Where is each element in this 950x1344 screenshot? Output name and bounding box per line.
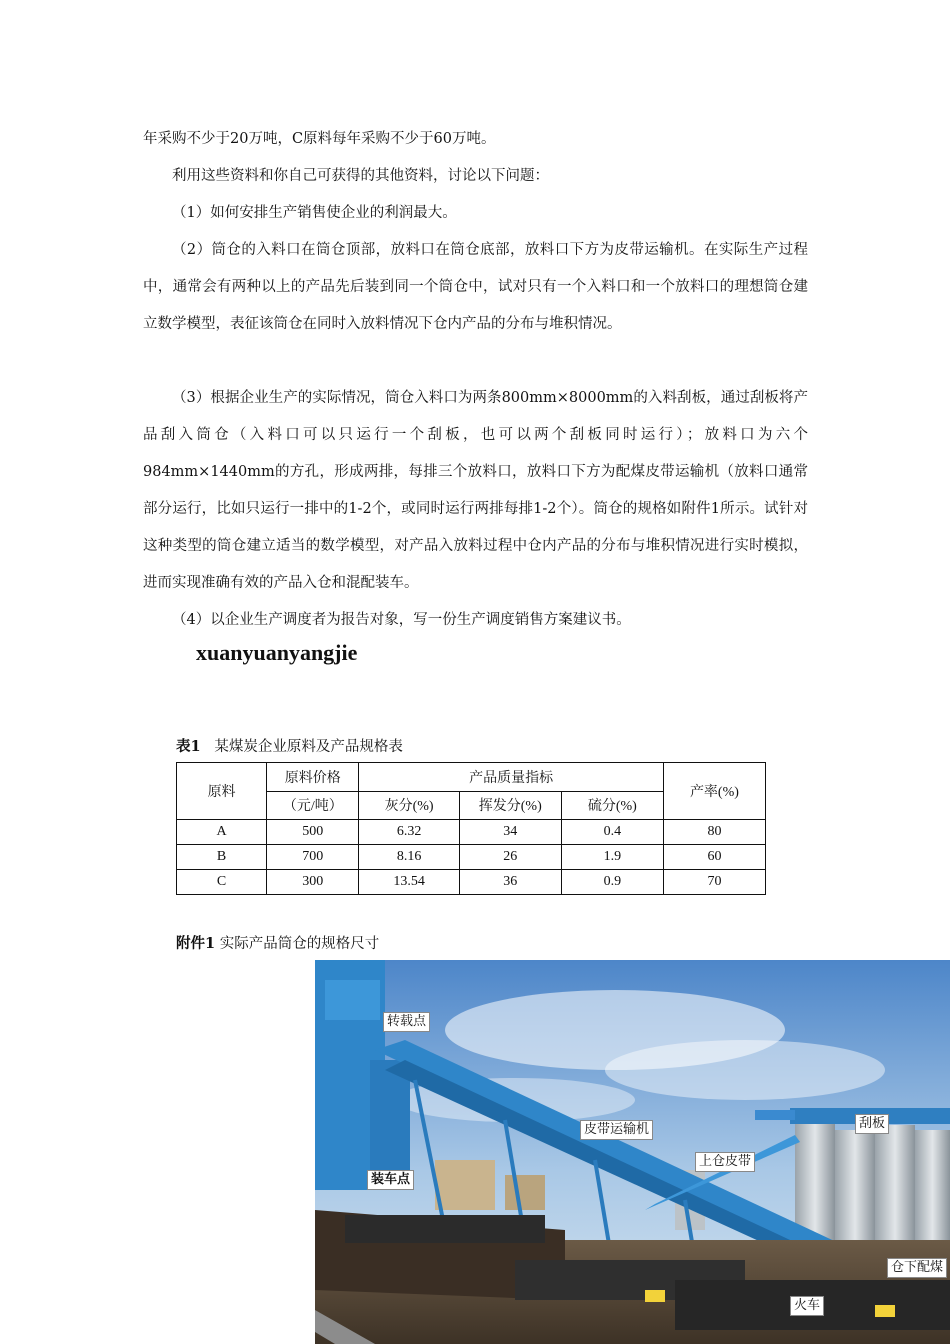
table-cell: 0.9 (561, 870, 663, 895)
table-row (177, 845, 766, 870)
label-upper-belt: 上仓皮带 (695, 1152, 755, 1172)
header-yield: 产率(%) (663, 763, 765, 820)
question-4: （4）以企业生产调度者为报告对象，写一份生产调度销售方案建议书。 (172, 612, 631, 628)
spec-table (176, 762, 766, 895)
appendix-caption (176, 932, 379, 953)
label-transfer-point: 转载点 (383, 1012, 430, 1032)
table-caption (176, 735, 403, 756)
header-price: 原料价格 (267, 763, 359, 792)
table-cell: 8.16 (359, 845, 459, 870)
label-belt-conveyor: 皮带运输机 (580, 1120, 653, 1140)
question-1: （1）如何安排生产销售使企业的利润最大。 (172, 205, 457, 221)
header-volatile: 挥发分(%) (459, 791, 561, 820)
question-2: （2）筒仓的入料口在筒仓顶部，放料口在筒仓底部，放料口下方为皮带运输机。在实际生产过程中，通常会有两种以上的产品先后装到同一个筒仓中，试对只有一个入料口和一个放料口的理想筒仓建立数学模型，表征该筒仓在同时入放料情况下仓内产品的分布与堆积情况。 (143, 242, 808, 332)
header-quality: 产品质量指标 (359, 763, 663, 792)
table-cell: 13.54 (359, 870, 459, 895)
table-cell: A (177, 820, 267, 845)
table-cell: 80 (663, 820, 765, 845)
table-cell: 36 (459, 870, 561, 895)
header-material: 原料 (177, 763, 267, 820)
table-cell: B (177, 845, 267, 870)
label-train: 火车 (790, 1296, 824, 1316)
table-cell: 60 (663, 845, 765, 870)
appendix-caption-number: 附件1 (176, 935, 216, 952)
table-cell: 1.9 (561, 845, 663, 870)
table-cell: C (177, 870, 267, 895)
paragraph-continued: 年采购不少于20万吨，C原料每年采购不少于60万吨。 (143, 131, 496, 147)
table-header-row (177, 763, 766, 792)
label-under-bin-blending: 仓下配煤 (887, 1258, 947, 1278)
table-cell: 500 (267, 820, 359, 845)
table-cell: 300 (267, 870, 359, 895)
table-cell: 6.32 (359, 820, 459, 845)
paragraph-intro: 利用这些资料和你自己可获得的其他资料，讨论以下问题： (172, 168, 549, 184)
table-row (177, 870, 766, 895)
table-cell: 0.4 (561, 820, 663, 845)
header-ash: 灰分(%) (359, 791, 459, 820)
label-scraper: 刮板 (855, 1114, 889, 1134)
table-cell: 70 (663, 870, 765, 895)
appendix-caption-text: 实际产品筒仓的规格尺寸 (219, 936, 380, 952)
table-cell: 34 (459, 820, 561, 845)
label-loading-point: 装车点 (367, 1170, 414, 1190)
question-3: （3）根据企业生产的实际情况，筒仓入料口为两条800mm×8000mm的入料刮板，通过刮板将产品刮入筒仓（入料口可以只运行一个刮板，也可以两个刮板同时运行）；放料口为六个984mm×1440mm的方孔，形成两排，每排三个放料口，放料口下方为配煤皮带运输机（放料口通常部分运行，比如只运行一排中的1-2个，或同时运行两排每排1-2个）。筒仓的规格如附件1所示。试针对这种类型的筒仓建立适当的数学模型，对产品入放料过程中仓内产品的分布与堆积情况进行实时模拟，进而实现准确有效的产品入仓和混配装车。 (143, 390, 808, 591)
silo-photo (315, 960, 950, 1344)
table-caption-number: 表1 (176, 738, 201, 755)
table-cell: 700 (267, 845, 359, 870)
table-caption-text: 某煤炭企业原料及产品规格表 (214, 739, 403, 755)
watermark-text: xuanyuanyangjie (196, 640, 358, 665)
table-row (177, 820, 766, 845)
header-sulfur: 硫分(%) (561, 791, 663, 820)
header-price-unit: （元/吨） (267, 791, 359, 820)
table-cell: 26 (459, 845, 561, 870)
